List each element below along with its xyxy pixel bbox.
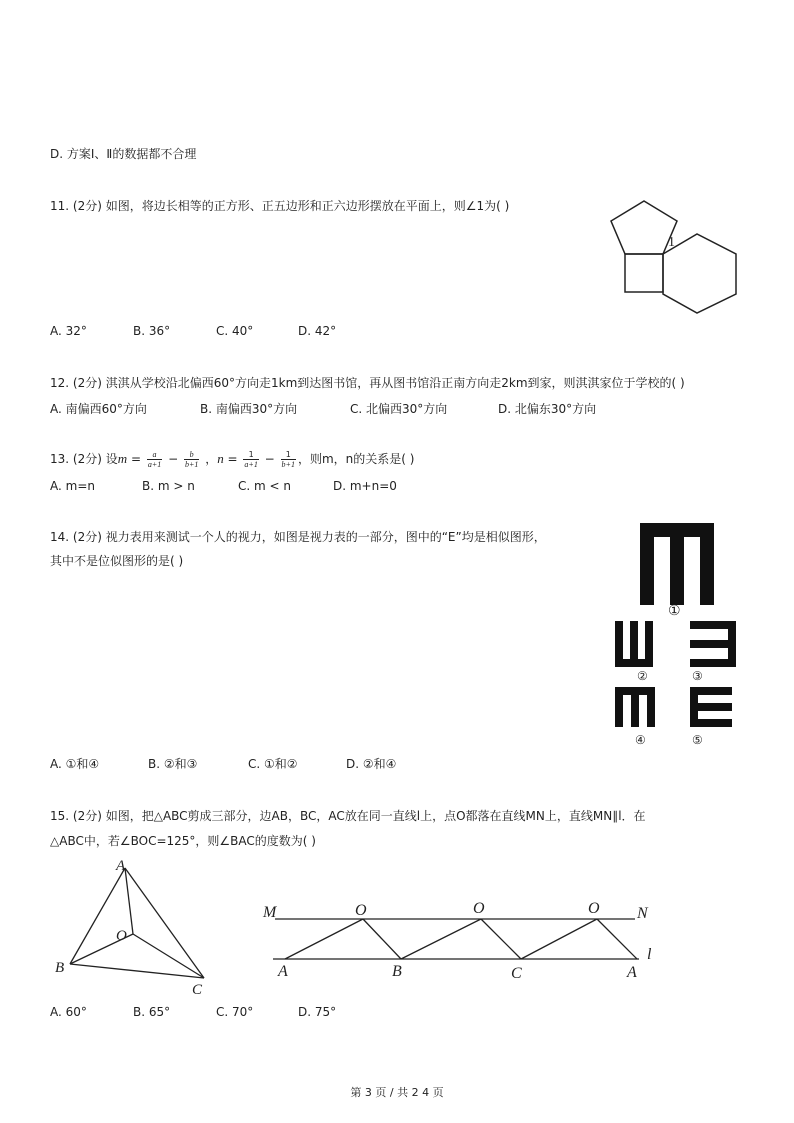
q14-label-1: ① (668, 604, 681, 619)
q13-option-a[interactable]: A. m=n (50, 479, 95, 493)
q11-square (625, 254, 663, 292)
q11-option-a[interactable]: A. 32° (50, 324, 87, 338)
q15-label-m: M (263, 904, 277, 921)
q15-seg-o3-a2 (597, 919, 637, 959)
q15-label-l: l (647, 946, 652, 963)
q13-suffix: ，则m，n的关系是( ) (297, 452, 415, 466)
q14-option-b[interactable]: B. ②和③ (148, 757, 198, 771)
q15-seg-o1-b (363, 919, 401, 959)
q13-eq1: = (130, 452, 141, 466)
q13-frac2: $\frac{b}{b+1}$ (184, 450, 199, 469)
q13-frac3: $\frac{1}{a+1}$ (244, 450, 258, 469)
q14-option-a[interactable]: A. ①和④ (50, 757, 100, 771)
q13-n: n (217, 451, 224, 466)
q15-label-o2: O (473, 900, 485, 917)
q15-stem-line1: 15. (2分) 如图，把△ABC剪成三部分，边AB，BC，AC放在同一直线l上，点O都落在直线MN上，直线MN∥l．在 (50, 809, 646, 823)
q14-label-4: ④ (635, 733, 646, 747)
q15-label-c: C (192, 982, 203, 998)
q15-triangle-figure (50, 852, 230, 1002)
q15-option-a[interactable]: A. 60° (50, 1005, 87, 1019)
q12-option-c[interactable]: C. 北偏西30°方向 (350, 402, 448, 416)
q13-stem: 13. (2分) 设m = $\frac{a}{a+1}$ − $\frac{b}{b+1}$ ，n = $\frac{1}{a+1}$ − $\frac{1}{b+1}$ ，则m，n的关系是( ) (50, 450, 415, 469)
q15-option-d[interactable]: D. 75° (298, 1005, 337, 1019)
q15-label-b-line: B (392, 963, 402, 980)
q13-m: m (117, 451, 128, 466)
q15-label-o1: O (355, 902, 367, 919)
q13-eq2: = (227, 452, 238, 466)
q15-label-a2: A (627, 964, 637, 981)
q15-label-a: A (116, 858, 126, 874)
q13-minus2: − (264, 452, 275, 466)
q12-stem: 12. (2分) 淇淇从学校沿北偏西60°方向走1km到达图书馆，再从图书馆沿正南方向走2km到家，则淇淇家位于学校的( ) (50, 376, 685, 390)
q13-frac1: $\frac{a}{a+1}$ (147, 450, 162, 469)
q11-stem: 11. (2分) 如图，将边长相等的正方形、正五边形和正六边形摆放在平面上，则∠1为( ) (50, 199, 510, 213)
q14-option-c[interactable]: C. ①和② (248, 757, 298, 771)
q15-option-b[interactable]: B. 65° (133, 1005, 171, 1019)
page-footer: 第 3 页 / 共 2 4 页 (350, 1086, 444, 1099)
q12-option-a[interactable]: A. 南偏西60°方向 (50, 402, 147, 416)
q11-angle-label: 1 (668, 235, 675, 250)
q14-e2-symbol (615, 621, 653, 667)
q14-e1-symbol (640, 523, 714, 605)
q15-stem-line2: △ABC中，若∠BOC=125°，则∠BAC的度数为( ) (50, 834, 316, 848)
q14-e4-symbol (615, 687, 655, 727)
q12-option-d[interactable]: D. 北偏东30°方向 (498, 402, 597, 416)
q14-figure (600, 515, 750, 755)
q11-option-d[interactable]: D. 42° (298, 324, 337, 338)
q10-option-d: D. 方案Ⅰ、Ⅱ的数据都不合理 (50, 147, 197, 161)
q14-e5-symbol (690, 687, 732, 727)
q13-option-b[interactable]: B. m > n (142, 479, 195, 493)
q15-label-o: O (116, 928, 127, 944)
q14-label-2: ② (637, 669, 648, 683)
q13-option-d[interactable]: D. m+n=0 (333, 479, 397, 493)
q15-label-b: B (55, 960, 65, 976)
q14-option-d[interactable]: D. ②和④ (346, 757, 397, 771)
q15-lines-figure (255, 893, 675, 983)
q15-label-c-line: C (511, 965, 522, 982)
q15-seg-c-o3 (521, 919, 597, 959)
q14-stem-line1: 14. (2分) 视力表用来测试一个人的视力，如图是视力表的一部分，图中的“E”均是相似图形， (50, 530, 546, 544)
q12-option-b[interactable]: B. 南偏西30°方向 (200, 402, 298, 416)
q15-option-c[interactable]: C. 70° (216, 1005, 254, 1019)
q14-label-3: ③ (692, 669, 703, 683)
q11-option-c[interactable]: C. 40° (216, 324, 254, 338)
q15-edge-ac (125, 868, 204, 978)
q14-label-5: ⑤ (692, 733, 703, 747)
q15-label-a1: A (278, 963, 288, 980)
q14-e3-symbol (690, 621, 736, 667)
q15-edge-ab (70, 868, 125, 964)
q13-option-c[interactable]: C. m < n (238, 479, 291, 493)
q15-seg-o2-c (481, 919, 521, 959)
q11-option-b[interactable]: B. 36° (133, 324, 171, 338)
q15-seg-b-o2 (401, 919, 481, 959)
q14-stem-line2: 其中不是位似图形的是( ) (50, 554, 184, 568)
q13-minus1: − (168, 452, 179, 466)
q13-frac4: $\frac{1}{b+1}$ (281, 450, 295, 469)
q11-figure (600, 188, 750, 318)
q15-label-o3: O (588, 900, 600, 917)
q13-prefix: 13. (2分) 设 (50, 452, 118, 466)
q15-seg-a1-o1 (285, 919, 363, 959)
q15-label-n: N (637, 905, 648, 922)
